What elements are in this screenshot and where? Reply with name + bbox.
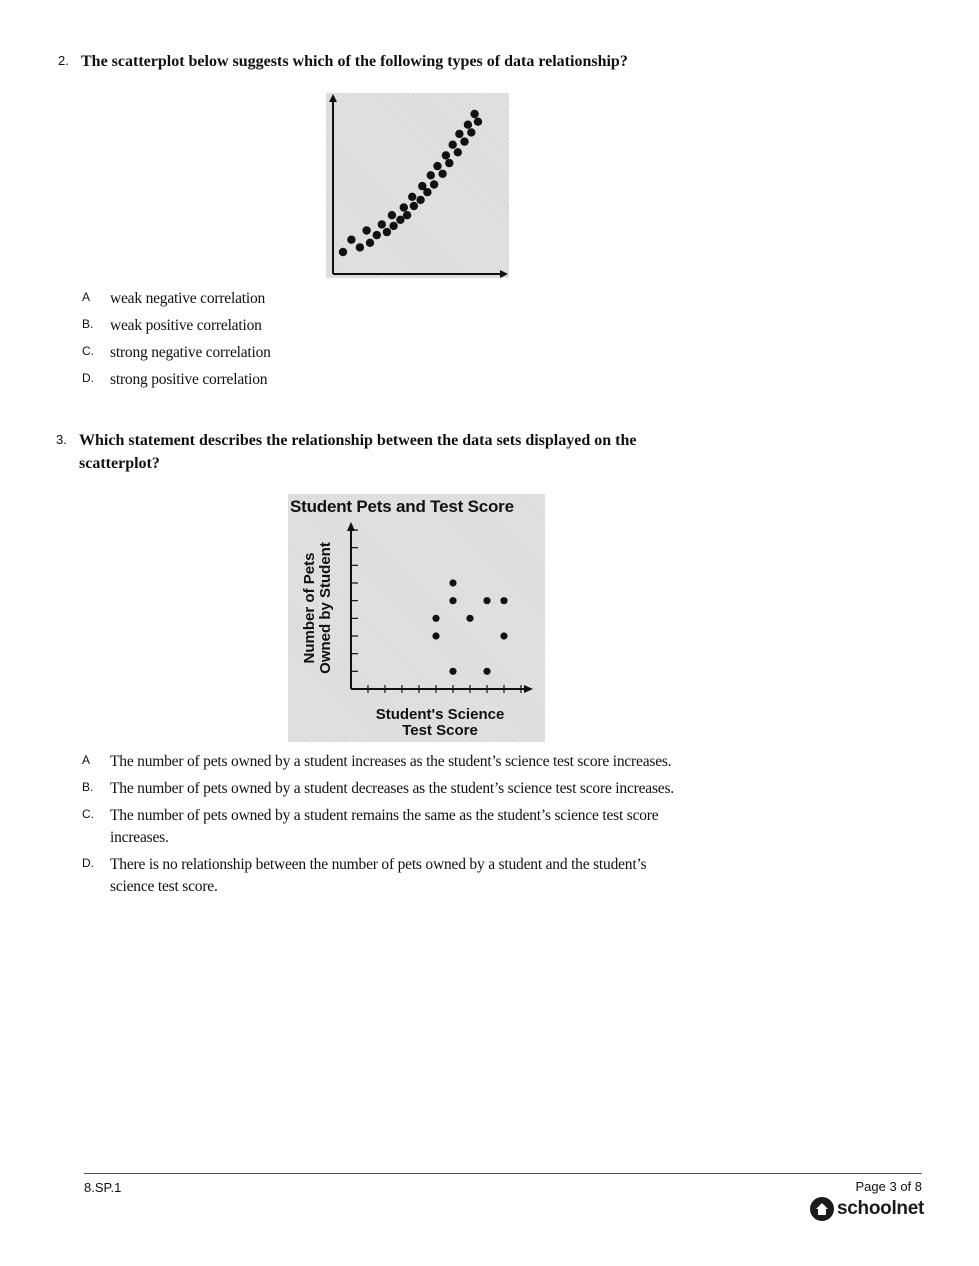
q2-choice-b-text: weak positive correlation — [110, 317, 262, 334]
scatter-point — [339, 248, 347, 256]
scatter-point — [433, 162, 441, 170]
question-2-scatter-svg — [326, 93, 509, 278]
question-2-number: 2. — [58, 53, 69, 68]
scatter-point — [430, 180, 438, 188]
q3-choice-d-text: There is no relationship between the number of pets owned by a student and the student’s — [110, 856, 647, 873]
q3-choice-b-letter: B. — [82, 780, 94, 794]
question-2-prompt: The scatterplot below suggests which of the following types of data relationship? — [81, 53, 628, 70]
q2-choice-a-text: weak negative correlation — [110, 290, 266, 307]
scatter-point — [442, 151, 450, 159]
scatter-point — [427, 171, 435, 179]
scatter-point — [464, 121, 472, 129]
question-3-scatterplot — [288, 494, 545, 742]
chart-x-axis-label — [356, 707, 524, 739]
q2-choice-d-letter: D. — [82, 371, 94, 385]
house-icon — [810, 1197, 834, 1221]
q3-choice-c-text-cont: increases. — [110, 829, 169, 846]
scatter-point — [474, 118, 482, 126]
question-3-scatter-svg — [288, 494, 545, 742]
scatter-point — [366, 239, 374, 247]
scatter-point — [408, 193, 416, 201]
question-2-scatterplot — [326, 93, 509, 278]
q2-choice-b-letter: B. — [82, 317, 94, 331]
q3-choice-c-text: The number of pets owned by a student remains the same as the student’s science test score — [110, 807, 659, 824]
y-axis-label-line1: Number of Pets — [301, 552, 318, 664]
scatter-point — [449, 579, 456, 586]
x-axis-arrow — [524, 685, 533, 693]
q3-choice-a-text: The number of pets owned by a student increases as the student’s science test score increases. — [110, 753, 672, 770]
chart-title: Student Pets and Test Score — [290, 497, 514, 516]
scatter-point — [356, 243, 364, 251]
scatter-point — [445, 159, 453, 167]
footer-divider — [84, 1173, 922, 1174]
q2-choice-d-text: strong positive correlation — [110, 371, 268, 388]
scatter-point — [362, 226, 370, 234]
q3-choice-c-letter: C. — [82, 807, 94, 821]
q3-choice-b-text: The number of pets owned by a student decreases as the student’s science test score increases. — [110, 780, 674, 797]
scatter-point — [373, 231, 381, 239]
y-axis-label-line2: Owned by Student — [317, 542, 334, 674]
scatter-point — [400, 203, 408, 211]
question-3-prompt-line1: Which statement describes the relationship between the data sets displayed on the — [79, 432, 637, 449]
q2-choice-c-text: strong negative correlation — [110, 344, 271, 361]
scatter-point — [383, 228, 391, 236]
scatter-point — [460, 137, 468, 145]
schoolnet-logo — [810, 1196, 924, 1222]
scatter-point — [416, 196, 424, 204]
y-axis-arrow — [329, 94, 337, 102]
scatter-point — [449, 597, 456, 604]
scatter-point — [466, 615, 473, 622]
scatter-point — [483, 597, 490, 604]
scatter-point — [403, 211, 411, 219]
x-axis-label-line2: Test Score — [402, 722, 478, 739]
question-3-number: 3. — [56, 432, 67, 447]
q3-choice-d-letter: D. — [82, 856, 94, 870]
scatter-point — [483, 668, 490, 675]
q3-choice-a-letter: A — [82, 753, 91, 767]
brand-name: schoolnet — [837, 1198, 925, 1219]
scatter-point — [454, 148, 462, 156]
footer-standard-code: 8.SP.1 — [84, 1180, 122, 1195]
scatter-point — [467, 128, 475, 136]
scatter-point — [432, 632, 439, 639]
q2-choice-c-letter: C. — [82, 344, 94, 358]
scatter-point — [470, 110, 478, 118]
scatter-point — [449, 668, 456, 675]
x-axis-label-line1: Student's Science — [375, 706, 505, 723]
scatter-point — [378, 220, 386, 228]
scatter-point — [438, 170, 446, 178]
q3-choice-d-text-cont: science test score. — [110, 878, 218, 895]
scatter-point — [410, 202, 418, 210]
scatter-point — [449, 141, 457, 149]
scatter-point — [432, 615, 439, 622]
footer-page-number: Page 3 of 8 — [855, 1179, 922, 1194]
x-axis-arrow — [500, 270, 508, 278]
scatter-point — [455, 130, 463, 138]
scatter-point — [500, 632, 507, 639]
q2-choice-a-letter: A — [82, 290, 91, 304]
scatter-point — [388, 211, 396, 219]
scatter-point — [389, 222, 397, 230]
scatter-point — [418, 182, 426, 190]
scatter-point — [500, 597, 507, 604]
question-3-prompt-line2: scatterplot? — [79, 455, 160, 472]
scatter-point — [347, 236, 355, 244]
